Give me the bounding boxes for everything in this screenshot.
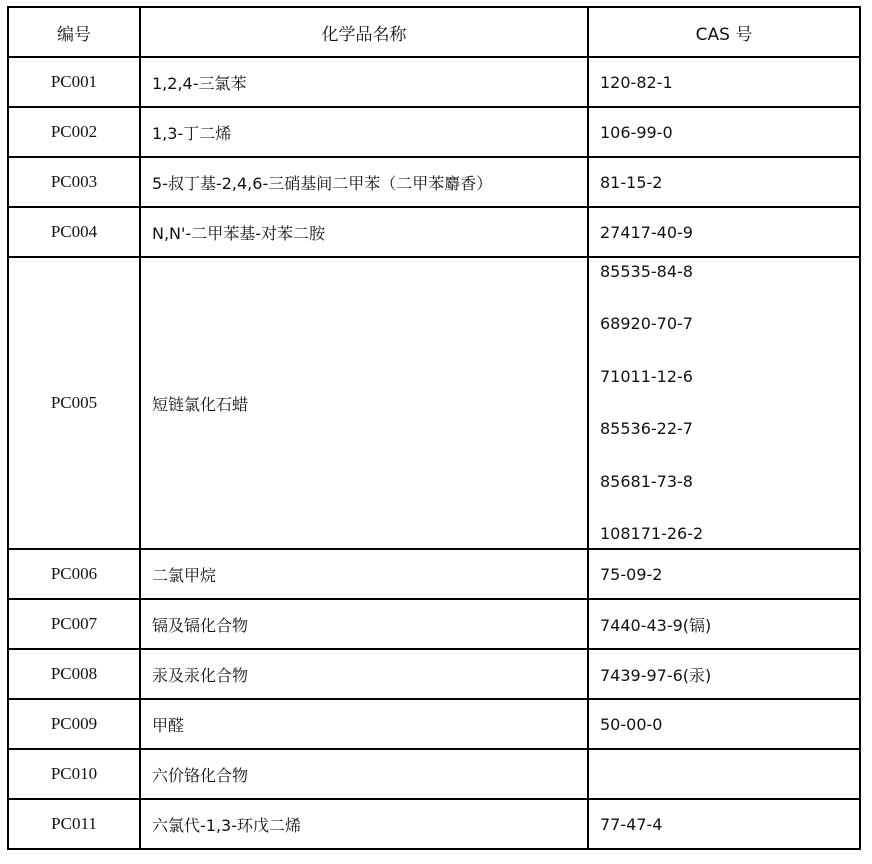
chemical-name: 镉及镉化合物: [140, 599, 588, 649]
chemical-list-table: [7, 6, 861, 850]
cas-number: 50-00-0: [600, 714, 663, 734]
cas-number: 7439-97-6(汞): [600, 665, 712, 685]
header-cas-number: CAS 号: [588, 7, 860, 57]
chemical-id: PC008: [8, 649, 140, 699]
cas-number-cell: [588, 157, 860, 207]
chemical-name: 六价铬化合物: [140, 749, 588, 799]
cas-number-cell: [588, 599, 860, 649]
cas-number: 7440-43-9(镉): [600, 615, 712, 635]
table-row: [8, 649, 860, 699]
chemical-id: PC011: [8, 799, 140, 849]
table-row: [8, 699, 860, 749]
chemical-id: PC010: [8, 749, 140, 799]
cas-number: 106-99-0: [600, 122, 673, 142]
chemical-id: PC009: [8, 699, 140, 749]
table-row: [8, 749, 860, 799]
cas-number: 108171-26-2: [600, 523, 704, 543]
chemical-name: 二氯甲烷: [140, 549, 588, 599]
chemical-id: PC002: [8, 107, 140, 157]
table-row: [8, 207, 860, 257]
cas-number-cell: [588, 749, 860, 799]
chemical-name: 5-叔丁基-2,4,6-三硝基间二甲苯（二甲苯麝香）: [140, 157, 588, 207]
cas-number-cell: [588, 257, 860, 549]
chemical-name: 甲醛: [140, 699, 588, 749]
cas-number-cell: [588, 57, 860, 107]
cas-number: 68920-70-7: [600, 314, 693, 334]
cas-number: 85681-73-8: [600, 471, 693, 491]
table-row: [8, 157, 860, 207]
cas-number: 27417-40-9: [600, 222, 693, 242]
table-row: [8, 57, 860, 107]
cas-number-cell: [588, 107, 860, 157]
chemical-id: PC007: [8, 599, 140, 649]
cas-number-cell: [588, 699, 860, 749]
table-row: [8, 799, 860, 849]
cas-number: 75-09-2: [600, 564, 663, 584]
cas-number: 85536-22-7: [600, 419, 693, 439]
chemical-name: 1,2,4-三氯苯: [140, 57, 588, 107]
cas-number: 77-47-4: [600, 814, 663, 834]
table-row: [8, 549, 860, 599]
chemical-name: 1,3-丁二烯: [140, 107, 588, 157]
chemical-name: 六氯代-1,3-环戊二烯: [140, 799, 588, 849]
cas-number-cell: [588, 549, 860, 599]
table-body: [8, 57, 860, 849]
chemical-name: 短链氯化石蜡: [140, 257, 588, 549]
chemical-id: PC003: [8, 157, 140, 207]
cas-number: 85535-84-8: [600, 262, 693, 281]
cas-number: 81-15-2: [600, 172, 663, 192]
chemical-id: PC005: [8, 257, 140, 549]
header-chemical-name: 化学品名称: [140, 7, 588, 57]
cas-number-cell: [588, 799, 860, 849]
table-row: [8, 599, 860, 649]
table-row: [8, 107, 860, 157]
chemical-id: PC006: [8, 549, 140, 599]
chemical-name: N,N'-二甲苯基-对苯二胺: [140, 207, 588, 257]
chemical-id: PC004: [8, 207, 140, 257]
chemical-id: PC001: [8, 57, 140, 107]
table-header-row: [8, 7, 860, 57]
cas-number-cell: [588, 649, 860, 699]
table-row: [8, 257, 860, 549]
cas-number: 71011-12-6: [600, 366, 693, 386]
cas-number-cell: [588, 207, 860, 257]
chemical-name: 汞及汞化合物: [140, 649, 588, 699]
header-id: 编号: [8, 7, 140, 57]
cas-number: 120-82-1: [600, 72, 673, 92]
